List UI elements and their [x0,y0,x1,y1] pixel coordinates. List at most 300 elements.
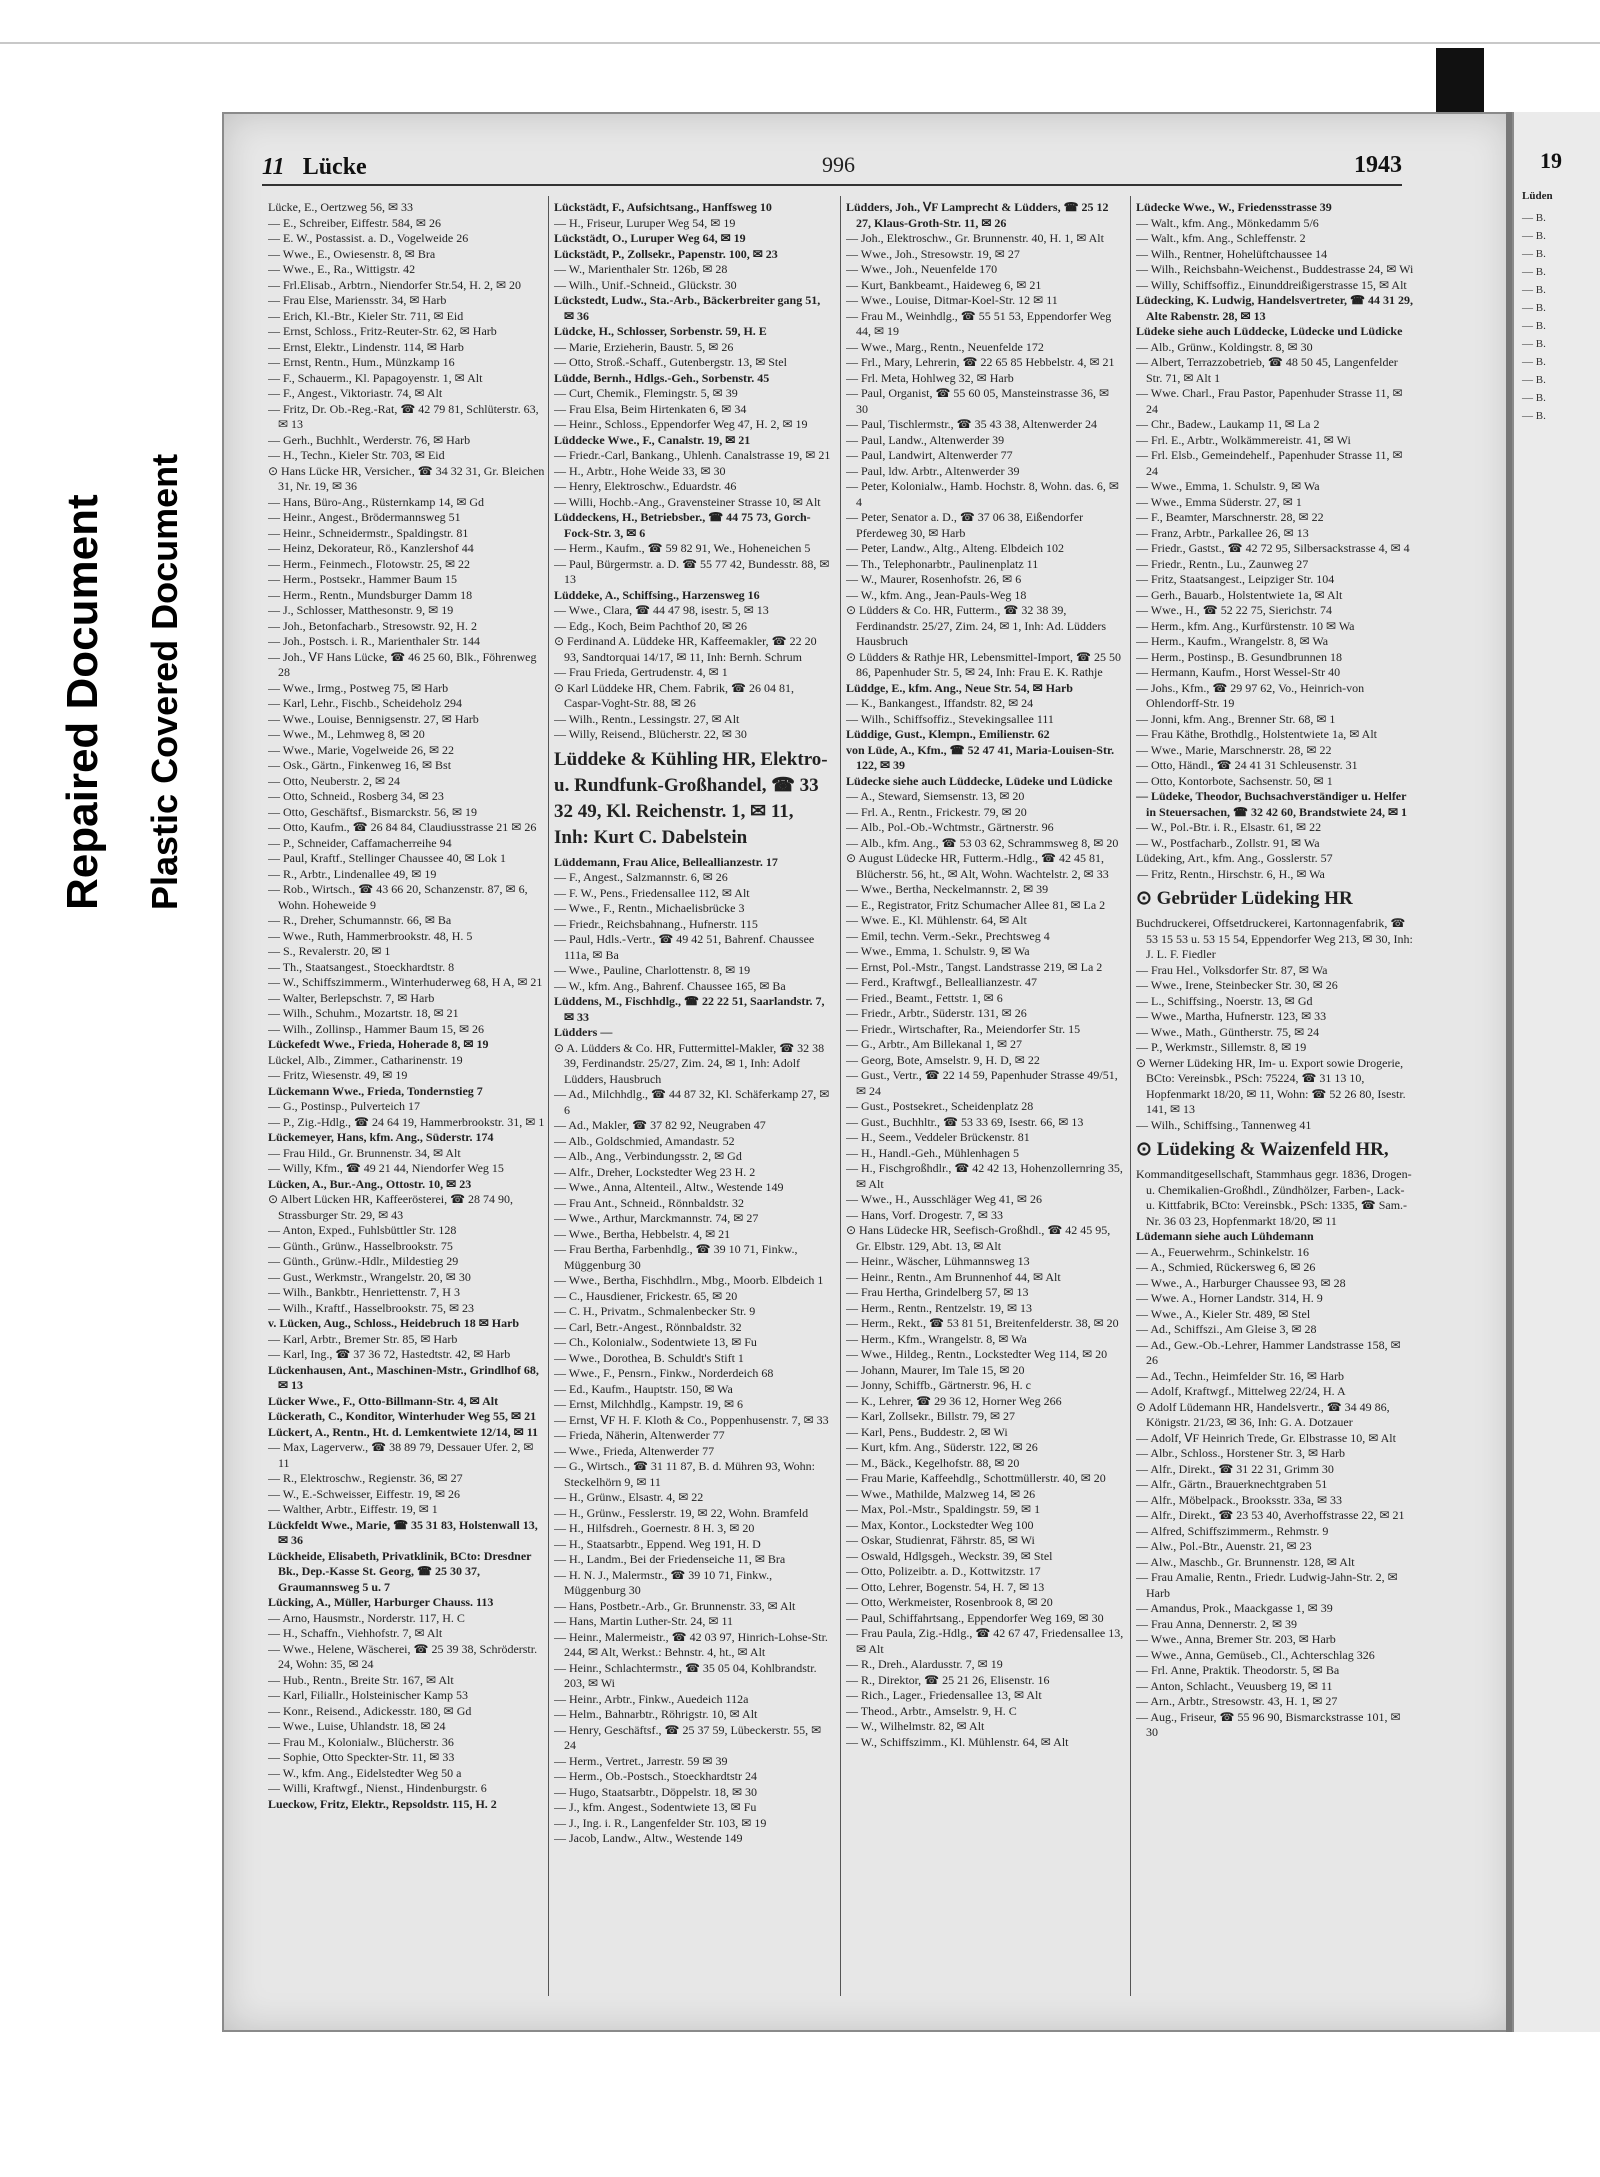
directory-entry: — Alfr., Möbelpack., Brooksstr. 33a, ✉ 33 [1136,1492,1343,1507]
directory-entry: Lüdecke Wwe., W., Friedensstrasse 39 [1136,200,1332,214]
directory-entry: — Hub., Rentn., Breite Str. 167, ✉ Alt [268,1672,454,1687]
directory-entry: Lückemann Wwe., Frieda, Tondernstieg 7 [268,1083,483,1098]
directory-entry: — Frau Amalie, Rentn., Friedr. Ludwig-Jahn-Str. 2, ✉ Harb [1136,1570,1398,1600]
directory-entry: — H., Fischgroßhdlr., ☎ 42 42 13, Hohenzollernring 35, ✉ Alt [846,1161,1123,1191]
directory-entry: ⊙ Ferdinand A. Lüddeke HR, Kaffeemakler, ☎ 22 20 93, Sandtorquai 14/17, ✉ 11, Inh: Bernh. Schrum [554,634,817,664]
directory-entry: — Frau Else, Mariensstr. 34, ✉ Harb [268,293,447,307]
next-page-line [1522,208,1592,226]
directory-entry: — Frau Elsa, Beim Hirtenkaten 6, ✉ 34 [554,401,747,416]
directory-entry: — Georg, Bote, Amselstr. 9, H. D, ✉ 22 [846,1052,1040,1067]
directory-entry: — Heinr., Wäscher, Lühmannsweg 13 [846,1254,1030,1268]
directory-entry: — Wwe., Bertha, Hebbelstr. 4, ✉ 21 [554,1226,731,1241]
directory-entry: — Herm., Rentn., Mundsburger Damm 18 [268,587,473,602]
directory-entry: — Joh., Betonfacharb., Stresowstr. 92, H. 2 [268,618,477,633]
directory-entry: — Wilh., Kraftf., Hasselbrookstr. 75, ✉ 23 [268,1300,474,1315]
directory-entry: ⊙ Hans Lüdecke HR, Seefisch-Großhdl., ☎ 42 45 95, Gr. Elbstr. 129, Abt. 13, ✉ Alt [846,1223,1111,1253]
directory-entry: — Willi, Hochb.-Ang., Gravensteiner Strasse 10, ✉ Alt [554,494,821,509]
directory-entry: — Wwe., Emma, 1. Schulstr. 9, ✉ Wa [846,944,1030,958]
directory-entry: — W., Wilhelmstr. 82, ✉ Alt [846,1719,985,1733]
directory-entry: — Willi, Kraftwgf., Nienst., Hindenburgstr. 6 [268,1781,487,1795]
directory-entry: Lückfeldt Wwe., Marie, ☎ 35 31 83, Holstenwall 13, ✉ 36 [268,1517,538,1547]
directory-entry: Lüdemann siehe auch Lühdemann [1136,1229,1314,1243]
directory-entry: — Wilh., Zollinsp., Hammer Baum 15, ✉ 26 [268,1021,484,1036]
directory-entry: — W., Marienthaler Str. 126b, ✉ 28 [554,262,728,276]
column-separator [548,196,549,1996]
directory-entry: Lüdders — [554,1025,613,1039]
directory-entry: — Frl. A., Rentn., Frickestr. 79, ✉ 20 [846,804,1027,819]
directory-column-1 [268,200,546,2000]
directory-entry: — Ad., Milchhdlg., ☎ 44 87 32, Kl. Schäferkamp 27, ✉ 6 [554,1087,830,1117]
directory-entry: — Ernst, Pol.-Mstr., Tangst. Landstrasse 219, ✉ La 2 [846,959,1103,974]
directory-entry: — Ch., Kolonialw., Sodentwiete 13, ✉ Fu [554,1335,757,1349]
directory-entry: — Wwe., Luise, Uhlandstr. 18, ✉ 24 [268,1719,446,1733]
directory-entry: — Karl, Zollsekr., Billstr. 79, ✉ 27 [846,1409,1016,1423]
directory-entry: — E., Schreiber, Eiffestr. 584, ✉ 26 [268,215,441,230]
directory-entry: — Günth., Grünw., Hasselbrookstr. 75 [268,1238,453,1253]
directory-entry: ⊙ Karl Lüddeke HR, Chem. Fabrik, ☎ 26 04 81, Caspar-Voght-Str. 88, ✉ 26 [554,680,794,710]
next-page-line [1522,370,1592,388]
directory-entry: — Walther, Arbtr., Eiffestr. 19, ✉ 1 [268,1502,438,1516]
directory-entry: — H. N. J., Malermstr., ☎ 39 10 71, Finkw., Müggenburg 30 [554,1567,773,1597]
column-separator [1130,196,1131,1996]
directory-entry: — Wwe., H., Ausschläger Weg 41, ✉ 26 [846,1192,1042,1206]
directory-entry: — Karl, Filiallr., Holsteinischer Kamp 53 [268,1688,468,1702]
directory-entry: — Otto, Kontorbote, Sachsenstr. 50, ✉ 1 [1136,773,1333,788]
directory-entry: — Wwe., F., Pensrn., Finkw., Norderdeich 68 [554,1366,774,1380]
directory-entry: — Frau Anna, Dennerstr. 2, ✉ 39 [1136,1616,1298,1631]
directory-entry: — Wwe., Irene, Steinbecker Str. 30, ✉ 26 [1136,978,1338,992]
directory-entry: — Anton, Schlacht., Veuusberg 19, ✉ 11 [1136,1678,1333,1693]
directory-entry: — Hermann, Kaufm., Horst Wessel-Str 40 [1136,665,1341,679]
directory-entry: — J., Ing. i. R., Langenfelder Str. 103, ✉ 19 [554,1815,767,1830]
directory-entry: — K., Lehrer, ☎ 29 36 12, Horner Weg 266 [846,1393,1062,1408]
directory-entry: Lüddige, Gust., Klempn., Emilienstr. 62 [846,727,1050,741]
directory-entry: — Max, Pol.-Mstr., Spaldingstr. 59, ✉ 1 [846,1502,1041,1516]
directory-entry: — Alb., Grünw., Koldingstr. 8, ✉ 30 [1136,339,1313,354]
directory-entry: — Fried., Beamt., Fettstr. 1, ✉ 6 [846,990,1003,1005]
repaired-document-label: Repaired Document [58,494,107,910]
directory-entry: — Hans, Martin Luther-Str. 24, ✉ 11 [554,1614,734,1628]
directory-entry: — W., kfm. Ang., Jean-Pauls-Weg 18 [846,587,1027,602]
directory-entry: — Ad., Schiffszi., Am Gleise 3, ✉ 28 [1136,1322,1317,1336]
directory-entry: — Peter, Landw., Altg., Alteng. Elbdeich 102 [846,541,1065,555]
directory-entry: — Rich., Lager., Friedensallee 13, ✉ Alt [846,1688,1042,1702]
directory-entry: ⊙ Lüdders & Co. HR, Futterm., ☎ 32 38 39, Ferdinandstr. 25/27, Zim. 24, ✉ 1, Inh: Ad. Lüdders Hausbruch [846,603,1107,648]
directory-entry: — Karl, Arbtr., Bremer Str. 85, ✉ Harb [268,1331,458,1346]
directory-entry: — Paul, Schiffahrtsang., Eppendorfer Weg 169, ✉ 30 [846,1610,1104,1625]
directory-entry: — Ernst, ⅤF H. F. Kloth & Co., Poppenhusenstr. 7, ✉ 33 [554,1412,829,1427]
directory-entry: — Joh., Postsch. i. R., Marienthaler Str. 144 [268,634,480,648]
directory-entry: — Fritz, Wiesenstr. 49, ✉ 19 [268,1068,408,1082]
directory-entry: — Willy, Reisend., Blücherstr. 22, ✉ 30 [554,727,747,741]
directory-entry: — Paul, Landw., Altenwerder 39 [846,432,1005,447]
directory-entry: — Wwe., Irmg., Postweg 75, ✉ Harb [268,680,449,695]
directory-entry: Lüddeke, A., Schiffsing., Harzensweg 16 [554,587,760,602]
directory-entry: Lüdecking, K. Ludwig, Handelsvertreter, ☎ 44 31 29, Alte Rabenstr. 28, ✉ 13 [1136,293,1413,323]
directory-entry: — Frieda, Näherin, Altenwerder 77 [554,1428,725,1442]
directory-entry: — F., Angest., Viktoriastr. 74, ✉ Alt [268,386,443,400]
directory-entry: — R., Direktor, ☎ 25 21 26, Elisenstr. 16 [846,1672,1050,1687]
directory-entry: — Wilh., Unif.-Schneid., Glückstr. 30 [554,277,737,292]
directory-entry: — Otto, Händl., ☎ 24 41 31 Schleusenstr. 31 [1136,758,1358,772]
directory-entry: — Wwe. E., Kl. Mühlenstr. 64, ✉ Alt [846,913,1027,927]
directory-entry: — Joh., ⅤF Hans Lücke, ☎ 46 25 60, Blk., Föhrenweg 28 [268,649,537,679]
directory-entry: — Herm., Kfm., Wrangelstr. 8, ✉ Wa [846,1331,1027,1346]
directory-entry: — Frl. Meta, Hohlweg 32, ✉ Harb [846,370,1014,385]
directory-entry: — Alfr., Gärtn., Brauerknechtgraben 51 [1136,1477,1328,1491]
directory-entry: Lückel, Alb., Zimmer., Catharinenstr. 19 [268,1052,463,1067]
directory-entry: — Herm., Postinsp., B. Gesundbrunnen 18 [1136,649,1342,664]
directory-entry: Lüdeking, Art., kfm. Ang., Gosslerstr. 57 [1136,851,1333,865]
directory-entry: — Gerh., Buchhlt., Werderstr. 76, ✉ Harb [268,432,471,447]
directory-entry: — Paul, Kraftf., Stellinger Chaussee 40, ✉ Lok 1 [268,851,507,865]
directory-entry: — Otto, Stroß.-Schaff., Gutenbergstr. 13, ✉ Stel [554,355,787,369]
directory-entry: — Frau Marie, Kaffeehdlg., Schottmüllerstr. 40, ✉ 20 [846,1471,1106,1485]
directory-entry: — Wwe., Bertha, Neckelmannstr. 2, ✉ 39 [846,882,1049,896]
directory-entry: — Gust., Buchhltr., ☎ 53 33 69, Isestr. 66, ✉ 13 [846,1114,1084,1129]
directory-entry: — Th., Staatsangest., Stoeckhardtstr. 8 [268,959,455,974]
directory-entry: — Wwe., Anna, Altenteil., Altw., Westende 149 [554,1180,784,1194]
directory-entry: — Herm., Postsekr., Hammer Baum 15 [268,572,457,586]
directory-entry: — Wwe., Louise, Bennigsenstr. 27, ✉ Harb [268,711,479,726]
document-stamp [40,430,210,950]
directory-entry: — Friedr., Rentn., Lu., Zaunweg 27 [1136,556,1309,571]
directory-entry: — Herm., Rentn., Rentzelstr. 19, ✉ 13 [846,1300,1033,1315]
directory-entry: Lückefedt Wwe., Frieda, Hoherade 8, ✉ 19 [268,1037,489,1051]
directory-entry: — Otto, Schneid., Rosberg 34, ✉ 23 [268,789,444,803]
directory-entry: — Emil, techn. Verm.-Sekr., Prechtsweg 4 [846,928,1050,943]
directory-entry: — H., Hilfsdreh., Goernestr. 8 H. 3, ✉ 20 [554,1521,755,1535]
directory-entry: — Wwe., Math., Güntherstr. 75, ✉ 24 [1136,1024,1320,1039]
directory-entry: — H., Techn., Kieler Str. 703, ✉ Eid [268,448,445,462]
directory-entry: — Hans, Vorf. Drogestr. 7, ✉ 33 [846,1207,1003,1222]
directory-entry: — A., Feuerwehrm., Schinkelstr. 16 [1136,1244,1309,1259]
directory-entry: — Adolf, Kraftwgf., Mittelweg 22/24, H. A [1136,1384,1346,1398]
directory-entry: Lücke, E., Oertzweg 56, ✉ 33 [268,200,414,214]
next-page-line [1522,316,1592,334]
directory-entry: — G., Arbtr., Am Billekanal 1, ✉ 27 [846,1037,1023,1051]
directory-entry: — Alb., Pol.-Ob.-Wchtmstr., Gärtnerstr. 96 [846,820,1054,834]
directory-entry: — H., Grünw., Fesslerstr. 19, ✉ 22, Wohn. Bramfeld [554,1505,809,1520]
next-page-line [1522,352,1592,370]
page-center-number: 996 [822,152,855,177]
directory-entry: — Curt, Chemik., Flemingstr. 5, ✉ 39 [554,386,738,400]
directory-entry: — Ferd., Kraftwgf., Belleallianzestr. 47 [846,975,1037,989]
directory-entry: — Herm., kfm. Ang., Kurfürstenstr. 10 ✉ Wa [1136,618,1355,633]
directory-entry: — Paul, ldw. Arbtr., Altenwerder 39 [846,463,1020,478]
directory-entry: — Heinr., Schneidermstr., Spaldingstr. 81 [268,525,469,540]
directory-entry: Lücker Wwe., F., Otto-Billmann-Str. 4, ✉ Alt [268,1393,499,1408]
directory-entry: — Albert, Terrazzobetrieb, ☎ 48 50 45, Langenfelder Str. 71, ✉ Alt 1 [1136,355,1398,385]
directory-entry: — Helm., Bahnarbtr., Röhrigstr. 10, ✉ Alt [554,1707,758,1721]
next-page-line [1522,298,1592,316]
directory-entry: ⊙ Werner Lüdeking HR, Im- u. Export sowie Drogerie, BCto: Vereinsbk., PSch: 75224, ☎ 31 13 10, Hopfenmarkt 18/20, ✉ 11, Wohn: ☎ 52 26 80, Isestr. 141, ✉ 13 [1136,1055,1406,1116]
directory-entry: — J., Schlosser, Matthesonstr. 9, ✉ 19 [268,603,454,617]
directory-entry: — Wwe., E., Ra., Wittigstr. 42 [268,262,416,276]
next-page-line [1522,244,1592,262]
directory-entry: — Osk., Gärtn., Finkenweg 16, ✉ Bst [268,758,452,772]
directory-entry: — Otto, Lehrer, Bogenstr. 54, H. 7, ✉ 13 [846,1579,1045,1594]
directory-entry: — H., Arbtr., Hohe Weide 33, ✉ 30 [554,463,726,478]
directory-entry: — F., Angest., Salzmannstr. 6, ✉ 26 [554,870,728,884]
directory-entry: Lückstädt, F., Aufsichtsang., Hanffsweg 10 [554,200,772,214]
directory-entry: — Wilh., Schuhm., Mozartstr. 18, ✉ 21 [268,1006,459,1020]
directory-entry: — Friedr., Arbtr., Süderstr. 131, ✉ 26 [846,1006,1027,1020]
directory-entry: — Kurt, kfm. Ang., Süderstr. 122, ✉ 26 [846,1440,1038,1454]
directory-entry: — Lüdeke, Theodor, Buchsachverständiger u. Helfer in Steuersachen, ☎ 32 42 60, Brandstwiete 24, ✉ 1 [1136,789,1407,819]
directory-entry: — P., Werkmstr., Sillemstr. 8, ✉ 19 [1136,1040,1307,1054]
directory-entry: — Joh., Elektroschw., Gr. Brunnenstr. 40, H. 1, ✉ Alt [846,231,1104,245]
directory-entry: — Frau Käthe, Brothdlg., Holstentwiete 1a, ✉ Alt [1136,727,1378,741]
next-page-line [1522,388,1592,406]
directory-entry: — Wwe., Arthur, Marckmannstr. 74, ✉ 27 [554,1211,759,1225]
directory-entry: — Willy, Kfm., ☎ 49 21 44, Niendorfer Weg 15 [268,1161,504,1175]
next-page-line [1522,280,1592,298]
directory-entry: — Wwe., Joh., Neuenfelde 170 [846,262,998,276]
directory-entry: — W., kfm. Ang., Eidelstedter Weg 50 a [268,1765,462,1780]
directory-entry: — Wwe., Pauline, Charlottenstr. 8, ✉ 19 [554,963,751,977]
directory-entry: — Otto, Werkmeister, Rosenbrook 8, ✉ 20 [846,1595,1053,1609]
directory-entry: Lüddemann, Frau Alice, Belleallianzestr. 17 [554,854,778,869]
plastic-covered-label: Plastic Covered Document [144,453,185,910]
next-page-line [1522,406,1592,424]
page-year: 1943 [1354,152,1402,178]
directory-entry: — Frl. Elsb., Gemeindehelf., Papenhuder Strasse 11, ✉ 24 [1136,448,1403,478]
directory-entry: — Gust., Werkmstr., Wrangelstr. 20, ✉ 30 [268,1269,471,1284]
directory-entry: — Frau Hel., Volksdorfer Str. 87, ✉ Wa [1136,962,1328,977]
directory-entry: ⊙ Adolf Lüdemann HR, Handelsvertr., ☎ 34 49 86, Königstr. 21/23, ✉ 36, Inh: G. A. Dotzauer [1136,1399,1390,1429]
directory-entry: — H., Staatsarbtr., Eppend. Weg 191, H. D [554,1536,761,1551]
directory-entry: — Franz, Arbtr., Parkallee 26, ✉ 13 [1136,525,1309,540]
directory-entry: — Chr., Badew., Laukamp 11, ✉ La 2 [1136,417,1320,431]
directory-entry: — Wilh., Schiffsing., Tannenweg 41 [1136,1117,1312,1132]
next-page-line [1522,226,1592,244]
directory-entry: — Arn., Arbtr., Stresowstr. 43, H. 1, ✉ 27 [1136,1694,1338,1708]
directory-entry: — Ernst, Schloss., Fritz-Reuter-Str. 62, ✉ Harb [268,324,497,338]
directory-entry: — W., Maurer, Rosenhofstr. 26, ✉ 6 [846,572,1022,586]
directory-entry: — Heinr., Malermeistr., ☎ 42 03 97, Hinrich-Lohse-Str. 244, ✉ Alt, Werkst.: Behnstr. 4, ht., ✉ Alt [554,1629,828,1659]
directory-entry: — A., Schmied, Rückersweg 6, ✉ 26 [1136,1260,1316,1274]
directory-entry: — Herm., Kaufm., Wrangelstr. 8, ✉ Wa [1136,634,1329,648]
page-edge [1506,112,1512,2032]
directory-entry: — Herm., Ob.-Postsch., Stoeckhardtstr 24 [554,1769,757,1783]
directory-entry: — Wilh., Bankbtr., Henriettenstr. 7, H 3 [268,1285,460,1299]
directory-entry: — Friedr., Wirtschafter, Ra., Meiendorfer Str. 15 [846,1021,1081,1036]
directory-entry: — Hugo, Staatsarbtr., Döppelstr. 18, ✉ 30 [554,1784,758,1799]
directory-entry: — Wwe., Dorothea, B. Schuldt's Stift 1 [554,1350,744,1365]
directory-entry: — R., Dreher, Schumannstr. 66, ✉ Ba [268,913,452,927]
directory-entry: — Günth., Grünw.-Hdlr., Mildestieg 29 [268,1254,459,1268]
directory-entry: — Hans, Büro-Ang., Rüsternkamp 14, ✉ Gd [268,494,485,509]
directory-entry: — Alw., Maschb., Gr. Brunnenstr. 128, ✉ Alt [1136,1554,1355,1569]
directory-entry: — Johs., Kfm., ☎ 29 97 62, Vo., Heinrich-von Ohlendorff-Str. 19 [1136,680,1365,710]
directory-entry: — Herm., Vertret., Jarrestr. 59 ✉ 39 [554,1753,728,1768]
directory-entry: Lüdeke siehe auch Lüddecke, Lüdecke und Lüdicke [1136,324,1403,338]
directory-entry: — F., Beamter, Marschnerstr. 28, ✉ 22 [1136,510,1324,524]
page-header-left [262,154,367,181]
top-rule [0,42,1600,44]
directory-entry: — Frau M., Kolonialw., Blücherstr. 36 [268,1734,454,1749]
directory-entry: ⊙ August Lüdecke HR, Futterm.-Hdlg., ☎ 42 45 81, Blücherstr. 56, ht., ✉ Alt, Wohn. Wachtelstr. 2, ✉ 33 [846,851,1109,881]
directory-entry: — Oskar, Studienrat, Fährstr. 85, ✉ Wi [846,1533,1035,1547]
directory-entry: — F., Schauerm., Kl. Papagoyenstr. 1, ✉ Alt [268,370,483,385]
directory-entry: — R., Dreh., Alardusstr. 7, ✉ 19 [846,1657,1003,1671]
black-tab [1436,48,1484,118]
directory-entry: — L., Schiffsing., Noerstr. 13, ✉ Gd [1136,993,1313,1008]
directory-entry: — Wwe., A., Kieler Str. 489, ✉ Stel [1136,1306,1311,1321]
directory-entry: — Henry, Geschäftsf., ☎ 25 37 59, Lübeckerstr. 55, ✉ 24 [554,1722,822,1752]
directory-entry: — Karl, Lehr., Fischb., Scheideholz 294 [268,696,462,710]
directory-entry: — Heinr., Rentn., Am Brunnenhof 44, ✉ Alt [846,1269,1061,1284]
directory-entry: Lüddge, E., kfm. Ang., Neue Str. 54, ✉ Harb [846,680,1073,695]
directory-entry: — Aug., Friseur, ☎ 55 96 90, Bismarckstrasse 101, ✉ 30 [1136,1709,1401,1739]
directory-entry: — Heinr., Angest., Brödermannsweg 51 [268,510,461,524]
directory-entry: — H., Friseur, Luruper Weg 54, ✉ 19 [554,215,736,230]
directory-entry: — Otto, Kaufm., ☎ 26 84 84, Claudiusstrasse 21 ✉ 26 [268,820,537,834]
directory-entry: — Carl, Betr.-Angest., Rönnbaldstr. 32 [554,1319,742,1334]
directory-entry: — Karl, Pens., Buddestr. 2, ✉ Wi [846,1424,1008,1439]
next-page-lines [1522,208,1592,424]
directory-entry: Lüdecke siehe auch Lüddecke, Lüdeke und Lüdicke [846,773,1113,788]
directory-entry: — E., Registrator, Fritz Schumacher Allee 81, ✉ La 2 [846,897,1106,912]
directory-entry: — Anton, Exped., Fuhlsbüttler Str. 128 [268,1223,457,1237]
directory-entry: — Sophie, Otto Speckter-Str. 11, ✉ 33 [268,1750,455,1764]
directory-entry: Lückerath, C., Konditor, Winterhuder Weg 55, ✉ 21 [268,1409,537,1423]
directory-entry: — Henry, Elektroschw., Eduardstr. 46 [554,479,737,493]
directory-entry: — Rob., Wirtsch., ☎ 43 66 20, Schanzenstr. 87, ✉ 6, Wohn. Hoheweide 9 [268,882,528,912]
directory-entry: ⊙ Albert Lücken HR, Kaffeerösterei, ☎ 28 74 90, Strassburger Str. 29, ✉ 43 [268,1192,514,1222]
directory-entry: — H., Schaffn., Viehhofstr. 7, ✉ Alt [268,1626,443,1640]
directory-entry: — Max, Kontor., Lockstedter Weg 100 [846,1517,1034,1532]
directory-entry: — Ernst, Milchhdlg., Kampstr. 19, ✉ 6 [554,1397,744,1411]
directory-entry: — Jacob, Landw., Altw., Westende 149 [554,1831,743,1845]
directory-entry: — Walter, Berlepschstr. 7, ✉ Harb [268,990,435,1005]
directory-entry: — Wilh., Rentner, Hohelüftchaussee 14 [1136,246,1328,261]
directory-entry: — Wwe., Bertha, Fischhdlrn., Mbg., Moorb. Elbdeich 1 [554,1273,824,1287]
directory-entry: — Erich, Kl.-Btr., Kieler Str. 711, ✉ Eid [268,308,464,323]
directory-entry: — Wilh., Rentn., Lessingstr. 27, ✉ Alt [554,711,740,726]
directory-entry: — Peter, Senator a. D., ☎ 37 06 38, Eißendorfer Pferdeweg 30, ✉ Harb [846,510,1084,540]
directory-entry: — Wwe., Anna, Bremer Str. 203, ✉ Harb [1136,1632,1336,1646]
directory-entry: — Alb., kfm. Ang., ☎ 53 03 62, Schrammsweg 8, ✉ 20 [846,835,1119,850]
directory-entry: — Ad., Makler, ☎ 37 82 92, Neugraben 47 [554,1118,766,1132]
directory-entry: — Paul, Tischlermstr., ☎ 35 43 38, Altenwerder 24 [846,417,1097,431]
directory-entry: — Jonny, Schiffb., Gärtnerstr. 96, H. c [846,1378,1031,1392]
directory-entry: — Wwe., Martha, Hufnerstr. 123, ✉ 33 [1136,1009,1327,1023]
directory-entry: — R., Elektroschw., Regienstr. 36, ✉ 27 [268,1471,463,1485]
directory-entry: — Ernst, Rentn., Hum., Münzkamp 16 [268,355,455,369]
page-header [262,150,1402,186]
directory-entry: — Heinr., Arbtr., Finkw., Auedeich 112a [554,1691,749,1706]
directory-entry: Lüdde, Bernh., Hdlgs.-Geh., Sorbenstr. 45 [554,370,770,385]
directory-entry: Lüddens, M., Fischhdlg., ☎ 22 22 51, Saarlandstr. 7, ✉ 33 [554,994,825,1024]
directory-entry: — H., Grünw., Elsastr. 4, ✉ 22 [554,1490,704,1504]
directory-entry: — Adolf, ⅤF Heinrich Trede, Gr. Elbstrasse 10, ✉ Alt [1136,1430,1396,1445]
directory-entry: Lueckow, Fritz, Elektr., Repsoldstr. 115, H. 2 [268,1796,497,1811]
directory-entry: — Frau Hertha, Grindelberg 57, ✉ 13 [846,1285,1029,1299]
directory-entry: — Marie, Erzieherin, Baustr. 5, ✉ 26 [554,339,734,354]
directory-entry: — A., Steward, Siemsenstr. 13, ✉ 20 [846,789,1025,803]
directory-entry: — Wwe., Emma Süderstr. 27, ✉ 1 [1136,494,1302,509]
directory-entry: — Wwe. A., Horner Landstr. 314, H. 9 [1136,1291,1323,1305]
directory-entry: Lücking, A., Müller, Harburger Chauss. 113 [268,1595,494,1609]
directory-entry: — Wwe., Helene, Wäscherei, ☎ 25 39 38, Schröderstr. 24, Wohn: 35, ✉ 24 [268,1641,538,1671]
directory-entry: von Lüde, A., Kfm., ☎ 52 47 41, Maria-Louisen-Str. 122, ✉ 39 [846,742,1115,772]
directory-entry: — P., Schneider, Caffamacherreihe 94 [268,835,452,850]
directory-entry: — J., kfm. Angest., Sodentwiete 13, ✉ Fu [554,1800,757,1814]
directory-entry: Buchdruckerei, Offsetdruckerei, Kartonnagenfabrik, ☎ 53 15 53 u. 53 15 54, Eppendorfer Weg 213, ✉ 30, Inh: J. L. F. Fiedler [1136,916,1413,961]
directory-entry: — Alfr., Dreher, Lockstedter Weg 23 H. 2 [554,1164,756,1179]
directory-entry: — Otto, Neuberstr. 2, ✉ 24 [268,773,401,788]
directory-entry: — Frau M., Weinhdlg., ☎ 55 51 53, Eppendorfer Weg 44, ✉ 19 [846,308,1112,338]
directory-entry: — Theod., Arbtr., Amselstr. 9, H. C [846,1703,1017,1718]
directory-entry: — Arno, Hausmstr., Norderstr. 117, H. C [268,1610,465,1625]
directory-entry: — Wwe., Frieda, Altenwerder 77 [554,1443,715,1458]
directory-entry: — Wilh., Schiffsoffiz., Stevekingsallee 111 [846,711,1054,726]
directory-entry: Lüdders, Joh., ⅤF Lamprecht & Lüdders, ☎ 25 12 27, Klaus-Groth-Str. 11, ✉ 26 [846,200,1109,230]
directory-entry: — Amandus, Prok., Maackgasse 1, ✉ 39 [1136,1601,1333,1615]
directory-entry: — Wwe., Anna, Gemüseb., Cl., Achterschlag 326 [1136,1647,1375,1662]
directory-entry: — Wwe., Mathilde, Malzweg 14, ✉ 26 [846,1486,1036,1501]
directory-entry: — H., Seem., Veddeler Brückenstr. 81 [846,1130,1030,1144]
directory-entry: ⊙ Lüdders & Rathje HR, Lebensmittel-Import, ☎ 25 50 86, Papenhuder Str. 5, ✉ 24, Inh: Frau E. K. Rathje [846,649,1121,679]
directory-entry: — Wilh., Reichsbahn-Weichenst., Buddestrasse 24, ✉ Wi [1136,262,1414,276]
directory-entry: — Th., Telephonarbtr., Paulinenplatz 11 [846,556,1039,571]
directory-entry: — W., Pol.-Btr. i. R., Elsastr. 61, ✉ 22 [1136,820,1322,834]
directory-entry: — Alfred, Schiffszimmerm., Rehmstr. 9 [1136,1523,1329,1538]
directory-entry: — Fritz, Staatsangest., Leipziger Str. 104 [1136,572,1335,586]
directory-entry: — Frl., Mary, Lehrerin, ☎ 22 65 85 Hebbelstr. 4, ✉ 21 [846,355,1115,369]
directory-entry: — Max, Lagerverw., ☎ 38 89 79, Dessauer Ufer. 2, ✉ 11 [268,1440,534,1470]
section-title: Lücke [302,154,367,180]
directory-column-4 [1136,200,1414,2000]
directory-entry: — Hans, Postbetr.-Arb., Gr. Brunnenstr. 33, ✉ Alt [554,1598,796,1613]
directory-entry: — S., Revalerstr. 20, ✉ 1 [268,944,391,958]
directory-entry: — Paul, Organist, ☎ 55 60 05, Mansteinstrasse 36, ✉ 30 [846,386,1110,416]
directory-entry: Lücken, A., Bur.-Ang., Ottostr. 10, ✉ 23 [268,1176,472,1191]
directory-entry: — R., Arbtr., Lindenallee 49, ✉ 19 [268,866,437,881]
directory-entry: — Fritz, Dr. Ob.-Reg.-Rat, ☎ 42 79 81, Schlüterstr. 63, ✉ 13 [268,401,539,431]
directory-entry: — Wwe., A., Harburger Chaussee 93, ✉ 28 [1136,1275,1346,1290]
directory-entry: Lüddeckens, H., Betriebsber., ☎ 44 75 73, Gorch-Fock-Str. 3, ✉ 6 [554,510,811,540]
directory-entry: — Wwe. Charl., Frau Pastor, Papenhuder Strasse 11, ✉ 24 [1136,386,1403,416]
directory-entry: — F. W., Pens., Friedensallee 112, ✉ Alt [554,885,750,900]
directory-entry: — W., kfm. Ang., Bahrenf. Chaussee 165, ✉ Ba [554,978,786,993]
directory-entry: — Wwe., Marg., Rentn., Neuenfelde 172 [846,339,1044,354]
directory-entry: — Johann, Maurer, Im Tale 15, ✉ 20 [846,1362,1025,1377]
directory-entry: — Konr., Reisend., Adickesstr. 180, ✉ Gd [268,1703,472,1718]
directory-entry: — Alfr., Direkt., ☎ 23 53 40, Averhoffstrasse 22, ✉ 21 [1136,1508,1405,1522]
directory-entry: ⊙ Hans Lücke HR, Versicher., ☎ 34 32 31, Gr. Bleichen 31, Nr. 19, ✉ 36 [268,463,545,493]
directory-entry: — Ed., Kaufm., Hauptstr. 150, ✉ Wa [554,1381,733,1396]
directory-entry: — Karl, Ing., ☎ 37 36 72, Hastedtstr. 42, ✉ Harb [268,1347,511,1361]
directory-entry: — Wwe., Marie, Marschnerstr. 28, ✉ 22 [1136,742,1332,757]
directory-column-2 [554,200,832,2000]
directory-entry: — Frau Frieda, Gertrudenstr. 4, ✉ 1 [554,665,728,679]
directory-entry: — K., Bankangest., Iffandstr. 82, ✉ 24 [846,696,1034,710]
directory-entry: — Otto, Polizeibtr. a. D., Kottwitzstr. 17 [846,1564,1041,1578]
directory-entry: — Herm., Kaufm., ☎ 59 82 91, We., Hoheneichen 5 [554,541,811,555]
directory-entry: — Edg., Koch, Beim Pachthof 20, ✉ 26 [554,618,748,633]
directory-entry: — Heinz, Dekorateur, Rö., Kanzlershof 44 [268,541,474,555]
directory-entry: — Wwe., H., ☎ 52 22 75, Sierichstr. 74 [1136,603,1333,617]
directory-entry: — Peter, Kolonialw., Hamb. Hochstr. 8, Wohn. das. 6, ✉ 4 [846,479,1119,509]
directory-entry: — Ad., Techn., Heimfelder Str. 16, ✉ Harb [1136,1368,1344,1383]
directory-entry: Kommanditgesellschaft, Stammhaus gegr. 1836, Drogen- u. Chemikalien-Großhdl., Zündhölzer, Farben-, Lack- u. Kittfabrik, BCto: Vereinsbk., PSch: 1335, ☎ Sam.-Nr. 36 03 23, Hopfenmarkt 18/20, ✉ 11 [1136,1167,1412,1228]
directory-entry: — Herm., Rekt., ☎ 53 81 51, Breitenfelderstr. 38, ✉ 20 [846,1316,1119,1330]
directory-entry: — M., Bäck., Kegelhofstr. 88, ✉ 20 [846,1455,1020,1470]
directory-entry: Lückert, A., Rentn., Ht. d. Lemkentwiete 12/14, ✉ 11 [268,1424,539,1439]
